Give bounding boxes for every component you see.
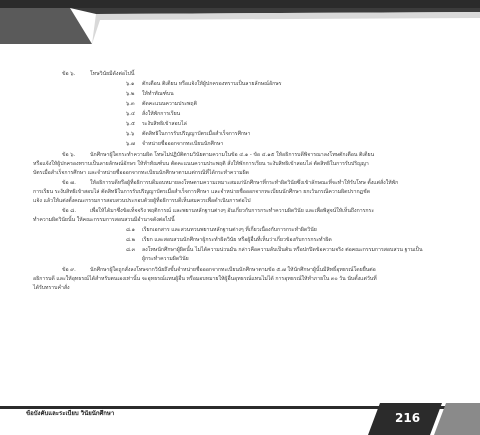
top-bar bbox=[0, 0, 480, 8]
item-text: ลงโทษนักศึกษาผู้ผิดนั้น ไม่ได้ความน่วนมัน กล่าวคือความลับเป็นต้น หรือปกปิดข้อความจริง ต่อคณะกรรมการสอบสวน ฐานเป็น bbox=[142, 247, 423, 253]
section-8-line: ให้อธิการบดีหรือผู้ที่อธิการบดีมอบหมายลงโทษตามความเหมาะสมแก่นักศึกษาที่กระทำผิดวินัยซึ่งเข้าลักษณะที่จะทำให้รับโทษ ตั้งแต่สั่งให้พัก bbox=[90, 180, 399, 186]
item-text: ให้ทำทัณฑ์บน bbox=[142, 91, 174, 97]
section-8-line: การเรียน ระงับสิทธิเข้าสอบไล่ ตัดสิทธิในการรับปริญญาบัตรเมื่อสำเร็จการศึกษา และจำหน่ายชื่อออกจากทะเบียนนักศึกษา ยกเว้นกรณีความผิดปรากฏชัด bbox=[33, 189, 371, 195]
top-left-band bbox=[0, 8, 92, 44]
item-num: ๘.๒ bbox=[126, 237, 136, 243]
item-num: ๖.๑ bbox=[126, 81, 135, 87]
section-6-label: ข้อ ๖. bbox=[62, 71, 76, 77]
section-7-line: บัตรเมื่อสำเร็จการศึกษา และจำหน่ายชื่อออกจากทะเบียนนักศึกษาตามแต่กรณีที่ได้กระทำความผิด bbox=[33, 170, 250, 176]
item-text: จำหน่ายชื่อออกจากทะเบียนนักศึกษา bbox=[142, 141, 224, 147]
item-text: ตัดสิทธิในการรับปริญญาบัตรเมื่อสำเร็จการศึกษา bbox=[142, 131, 251, 137]
section-9-line: ทำความผิดวินัยนั้น ให้คณะกรรมการสอบสวนมีอำนาจดังต่อไปนี้ bbox=[33, 217, 175, 223]
item-num: ๖.๖ bbox=[126, 131, 135, 137]
item-text: ตักเตือน ติเตียน หรือแจ้งให้ผู้ปกครองทราบเป็นลายลักษณ์อักษร bbox=[142, 81, 282, 87]
section-9-label: ข้อ ๘. bbox=[62, 208, 76, 214]
section-6-text: โทษวินัยมีดังต่อไปนี้ bbox=[90, 71, 135, 77]
header-decoration bbox=[0, 0, 480, 60]
item-num: ๖.๗ bbox=[126, 141, 135, 147]
footer-title: ข้อบังคับและระเบียบ วินัยนักศึกษา bbox=[26, 410, 115, 417]
section-8-label: ข้อ ๗. bbox=[62, 180, 76, 186]
item-text: เรียกเอกสาร และสวนทวนพยานหลักฐานต่างๆ ที่เกี่ยวเนื่องกับการกระทำผิดวินัย bbox=[142, 227, 317, 233]
item-text: ตัดคะแนนความประพฤติ bbox=[142, 101, 197, 107]
section-8-line: แจ้ง แล้วให้แต่งตั้งคณะกรรมการสอบสวนประกอบด้วยผู้ที่อธิการบดีเห็นสมควรเพื่อดำเนินการต่อไป bbox=[33, 198, 251, 204]
section-10-line: ได้รับทราบคำสั่ง bbox=[33, 285, 70, 291]
section-10-label: ข้อ ๙. bbox=[62, 267, 76, 273]
item-num: ๖.๔ bbox=[126, 111, 135, 117]
item-num: ๖.๒ bbox=[126, 91, 135, 97]
item-text: สั่งให้พักการเรียน bbox=[142, 111, 181, 117]
item-text: ผู้กระทำความผิดวินัย bbox=[142, 256, 189, 262]
section-9-line: เพื่อให้ได้มาซึ่งข้อเท็จจริง พฤติการณ์ และพยานหลักฐานต่างๆ อันเกี่ยวกับการกระทำความผิดวินัย และเพื่อพิสูจน์ให้เห็นถึงการกระ bbox=[90, 208, 375, 214]
section-7-line: นักศึกษาผู้ใดกระทำความผิด โทษไม่ปฏิบัติตามวินัยตามความในข้อ ๔.๑ - ข้อ ๔.๑๕ ให้อธิการบดีพิจารณาลงโทษตักเตือน ติเตียน bbox=[90, 152, 375, 158]
item-num: ๘.๑ bbox=[126, 227, 135, 233]
item-num: ๘.๓ bbox=[126, 247, 136, 253]
item-num: ๖.๕ bbox=[126, 121, 135, 127]
section-10-line: อธิการบดี และให้อุทธรณ์ได้สำหรับตนเองเท่านั้น จะอุทธรณ์แทนผู้อื่น หรือมอบหมายให้ผู้อื่นอุทธรณ์แทนไม่ได้ การอุทธรณ์ให้ทำภายใน ๓๐ วัน นับตั้งแต่วันที่ bbox=[33, 276, 377, 282]
item-text: เรียก และสอบสวนนักศึกษาผู้กระทำผิดวินัย หรือผู้อื่นที่เห็นว่าเกี่ยวข้องกับการกระทำผิด bbox=[142, 237, 332, 243]
section-7-label: ข้อ ๖. bbox=[62, 152, 76, 158]
top-shadow bbox=[92, 12, 480, 44]
item-num: ๖.๓ bbox=[126, 101, 135, 107]
section-10-line: นักศึกษาผู้ใดถูกสั่งลงโทษจากวินัยถึงขั้นจำหน่ายชื่อออกจากทะเบียนนักศึกษาตามข้อ ๕.๗ ให้นักศึกษาผู้นั้นมีสิทธิ์อุทธรณ์โดยยื่นต่อ bbox=[90, 267, 376, 273]
section-7-line: หรือแจ้งให้ผู้ปกครองทราบเป็นลายลักษณ์อักษร ให้ทำทัณฑ์บน ตัดคะแนนความประพฤติ สั่งให้พักการเรียน ระงับสิทธิเข้าสอบไล่ ตัดสิทธิในการรับปริญญา bbox=[33, 161, 369, 167]
item-text: ระงับสิทธิเข้าสอบไล่ bbox=[142, 121, 187, 127]
page-number: 216 bbox=[395, 411, 421, 425]
